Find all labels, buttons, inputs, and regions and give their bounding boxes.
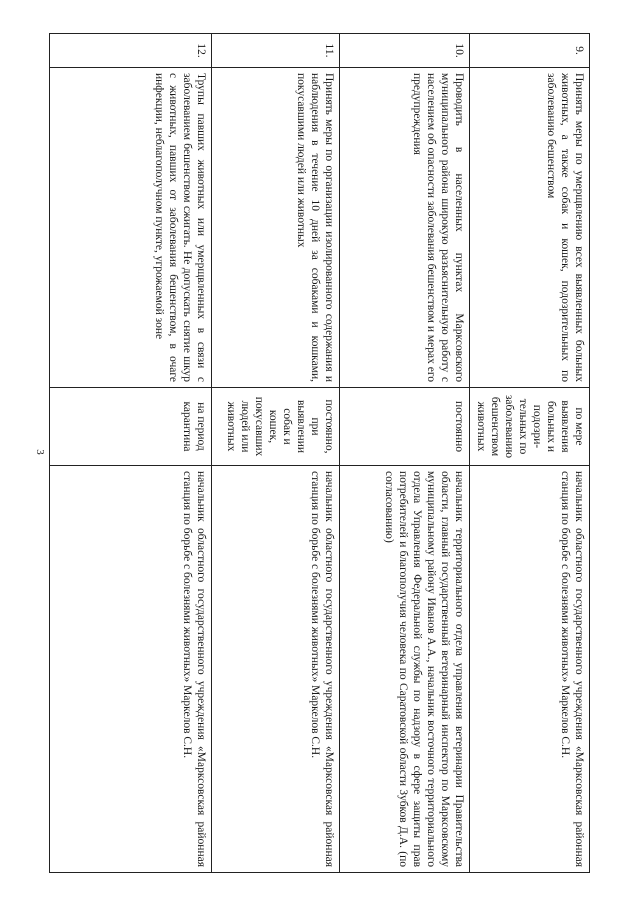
table-row bbox=[50, 33, 212, 872]
measures-table bbox=[49, 33, 590, 873]
responsible-cell: начальник территориального отдела управления ветеринарии Правительства области, главный государственный ветеринарный инспектор по Марксовскому муниципальному району Иванов А.А., начальник восточного территориального отдела Управления Федеральной службы по надзору в сфере защиты прав потребителей и благополучия человека по Саратовской области Зубков Д.А. (по согласованию) bbox=[340, 465, 470, 872]
term-cell: на период карантина bbox=[50, 387, 212, 465]
term-cell: по мере выявления больных и подозри-тельных по заболеванию бешенством животных bbox=[470, 387, 590, 465]
measure-cell: Принять меры по умерщвлению всех выявленных больных животных, а также собак и кошек, подозрительных по заболеванию бешенством bbox=[470, 67, 590, 387]
rotated-document-sheet bbox=[50, 33, 590, 873]
term-cell: постоянно, при выявлении собак и кошек, покусавших людей или животных bbox=[212, 387, 340, 465]
row-number: 9. bbox=[470, 33, 590, 67]
row-number: 11. bbox=[212, 33, 340, 67]
table-row bbox=[212, 33, 340, 872]
row-number: 10. bbox=[340, 33, 470, 67]
table-row bbox=[470, 33, 590, 872]
page-number: 3 bbox=[34, 449, 46, 455]
responsible-cell: начальник областного государственного учреждения «Марксовская районная станция по борьбе с болезнями животных» Маркелов С.Н. bbox=[50, 465, 212, 872]
measure-cell: Трупы павших животных или умерщвленных в связи с заболеванием бешенством сжигать. Не допускать снятие шкур с животных, павших от заболевания бешенством, в очаге инфекции, неблагополучном пункте, угрожаемой зоне bbox=[50, 67, 212, 387]
term-cell: постоянно bbox=[340, 387, 470, 465]
row-number: 12. bbox=[50, 33, 212, 67]
table-row bbox=[340, 33, 470, 872]
measure-cell: Принять меры по организации изолированного содержания и наблюдения в течение 10 дней за собаками и кошками, покусавшими людей или животных bbox=[212, 67, 340, 387]
responsible-cell: начальник областного государственного учреждения «Марксовская районная станция по борьбе с болезнями животных» Маркелов С.Н. bbox=[212, 465, 340, 872]
responsible-cell: начальник областного государственного учреждения «Марксовская районная станция по борьбе с болезнями животных» Маркелов С.Н. bbox=[470, 465, 590, 872]
measure-cell: Проводить в населенных пунктах Марксовского муниципального района широкую разъяснительную работу с населением об опасности заболевания бешенством и мерах его предупреждения bbox=[340, 67, 470, 387]
